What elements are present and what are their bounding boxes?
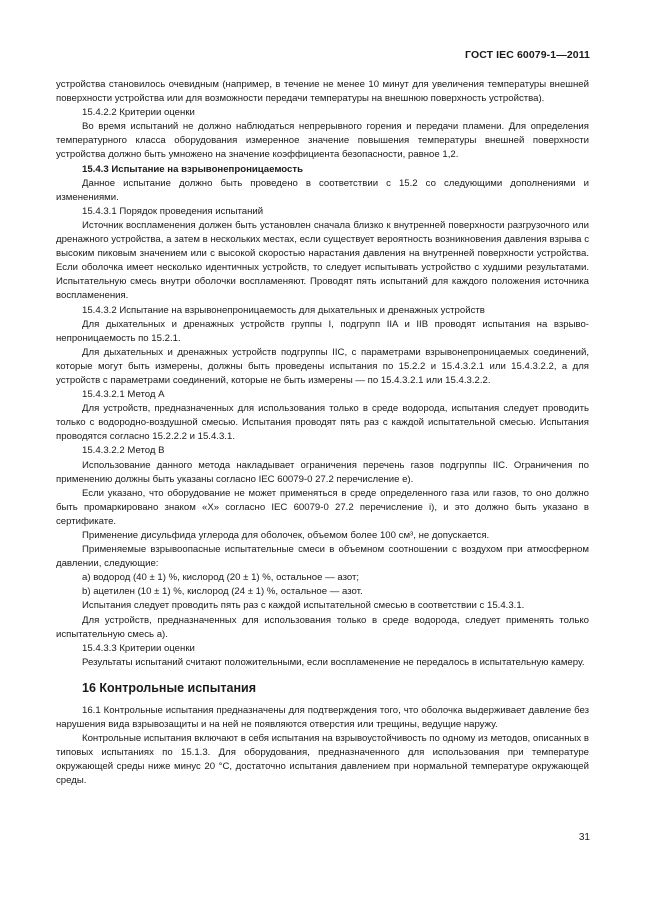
standard-header: ГОСТ IEC 60079-1—2011: [465, 49, 590, 61]
paragraph: b) ацетилен (10 ± 1) %, кислород (24 ± 1) %, остальное — азот.: [82, 586, 363, 598]
paragraph: Для дыхательных и дренажных устройств подгруппы IIC, с параметрами взрывонепроницаемых соединений, которые могут быть измерены, должны быть проведены испытания по 15.2.2 и 15.4.3.2.1 или 15.4.3.2.2, а для устройств с параметрами соединений, которые не быть измерены — по 15.4.3.2.1 или 15.4.3.2.2.: [56, 346, 589, 386]
paragraph: Использование данного метода накладывает ограничения перечень газов подгруппы IIC. Ограничения по применению должны быть указаны согласно IEC 60079-0 27.2 перечисление е).: [56, 459, 589, 485]
paragraph: Данное испытание должно быть проведено в соответствии с 15.2 со следующими дополнениями и изменениями.: [56, 177, 589, 203]
page-number: 31: [578, 832, 590, 843]
section-heading: 16 Контрольные испытания: [82, 680, 257, 695]
paragraph: 15.4.3.2.2 Метод В: [82, 445, 165, 457]
paragraph: 15.4.2.2 Критерии оценки: [82, 107, 195, 119]
paragraph: 15.4.3.3 Критерии оценки: [82, 642, 195, 654]
paragraph: Результаты испытаний считают положительными, если воспламенение не передалось в испытательную камеру.: [82, 656, 585, 668]
page-content: [56, 78, 589, 789]
body-text-block-2: [56, 704, 589, 789]
paragraph: 15.4.3.1 Порядок проведения испытаний: [82, 205, 264, 217]
paragraph: Применяемые взрывоопасные испытательные смеси в объемном соотношении с воздухом при атмосферном давлении, следующие:: [56, 544, 589, 570]
paragraph: 15.4.3 Испытание на взрывонепроницаемость: [82, 163, 303, 175]
paragraph: Если указано, что оборудование не может применяться в среде определенного газа или газов, то оно должно быть промаркировано знаком «X» согласно IEC 60079-0 27.2 перечисление i), и это должно быть указано в сертификате.: [56, 487, 589, 527]
paragraph: 15.4.3.2 Испытание на взрывонепроницаемость для дыхательных и дренажных устройств: [82, 304, 485, 316]
body-text-block: [56, 78, 589, 670]
paragraph: Контрольные испытания включают в себя испытания на взрывоустойчивость по одному из методов, описанных в типовых испытаниях по 15.1.3. Для оборудования, предназначенного для использования при температуре окружающей среды ниже минус 20 °С, достаточно испытания давлением при нормальной температуре окружающей среды.: [56, 733, 589, 787]
paragraph: Во время испытаний не должно наблюдаться непрерывного горения и передачи пламени. Для определения температурного класса оборудования измеренное значение повышения температуры внешней поверхности устройства должно быть умножено на значение коэффициента безопасности, равное 1,2.: [56, 121, 589, 161]
paragraph: 16.1 Контрольные испытания предназначены для подтверждения того, что оболочка выдерживает давление без нарушения вида взрывозащиты и на ней не появляются отверстия или трещины, ведущие наружу.: [56, 704, 589, 731]
paragraph: Для устройств, предназначенных для использования только в среде водорода, следует применять только испытательную смесь а).: [56, 614, 589, 640]
paragraph: 15.4.3.2.1 Метод А: [82, 389, 165, 401]
paragraph: а) водород (40 ± 1) %, кислород (20 ± 1) %, остальное — азот;: [82, 572, 360, 584]
paragraph: Испытания следует проводить пять раз с каждой испытательной смесью в соответствии с 15.4.3.1.: [82, 600, 525, 612]
paragraph: Для устройств, предназначенных для использования только в среде водорода, испытания следует проводить только с водородно-воздушной смесью. Испытания проводят пять раз с каждой испытательной смесью. Испытания проводятся согласно 15.2.2.2 и 15.4.3.1.: [56, 403, 589, 443]
paragraph: Для дыхательных и дренажных устройств группы I, подгрупп IIA и IIB проводят испытания на взрывонепроницаемость по 15.2.1.: [56, 318, 589, 344]
paragraph: устройства становилось очевидным (например, в течение не менее 10 минут для увеличения температуры внешней поверхности устройства или для возможности передачи температуры на внешнюю поверхность устройства).: [56, 79, 589, 105]
paragraph: Применение дисульфида углерода для оболочек, объемом более 100 см³, не допускается.: [82, 530, 490, 541]
paragraph: Источник воспламенения должен быть установлен сначала близко к внутренней поверхности разгрузочного или дренажного устройства, а затем в нескольких местах, если существует вероятность возникновения давления взрыва с высоким пиковым значением или с высокой скоростью нарастания давления на внутренней поверхности устройства. Если оболочка имеет несколько идентичных устройств, то следует испытывать устройство с худшими результатами. Испытательную смесь внутри оболочки воспламеняют. Проводят пять испытаний для каждого положения источника воспламенения.: [56, 219, 589, 302]
